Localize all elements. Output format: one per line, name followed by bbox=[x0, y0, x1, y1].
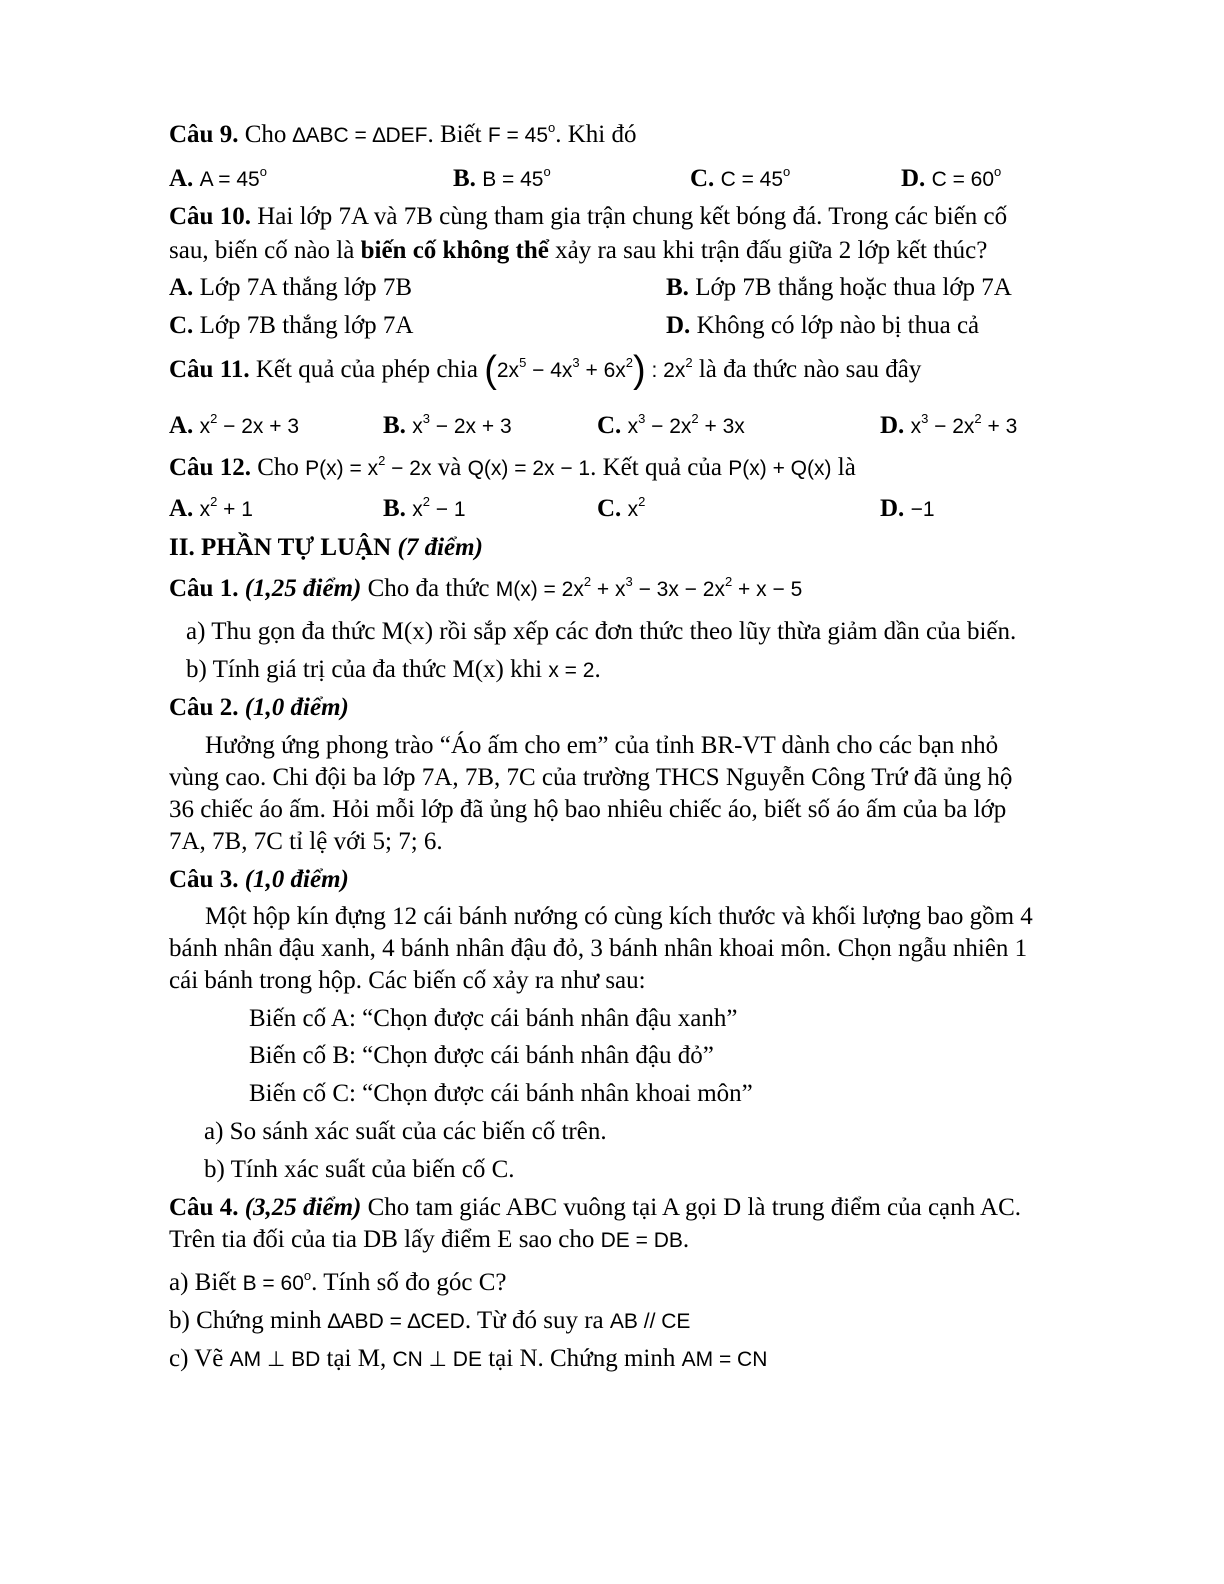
c4-stem-line1: Câu 4. (3,25 điểm) Cho tam giác ABC vuông tại A gọi D là trung điểm của cạnh AC. bbox=[169, 1194, 1022, 1221]
q11-option-a: A. $x^2 - 2x + 3$ bbox=[169, 411, 300, 439]
c4-stem-line2: Trên tia đối của tia DB lấy điểm E sao cho DE = DB. bbox=[169, 1226, 690, 1253]
q12-option-d: D. −1 bbox=[880, 495, 935, 522]
q10-stem-line2: sau, biến cố nào là biến cố không thể xảy ra sau khi trận đấu giữa 2 lớp kết thúc? bbox=[169, 237, 988, 264]
q11-option-d: D. $x^3 - 2x^2 + 3$ bbox=[880, 411, 1018, 439]
c3-text-line: Một hộp kín đựng 12 cái bánh nướng có cùng kích thước và khối lượng bao gồm 4 bbox=[205, 903, 1033, 930]
q9-stem: Câu 9. Cho ∆ABC = ∆DEF. Biết $F = 45^o$. Khi đó bbox=[169, 120, 637, 148]
c2-text-line: vùng cao. Chi đội ba lớp 7A, 7B, 7C của trường THCS Nguyễn Công Trứ đã ủng hộ bbox=[169, 764, 1013, 791]
section-heading: II. PHẦN TỰ LUẬN (7 điểm) bbox=[169, 534, 483, 561]
q9-option-d: D. $C = 60^o$ bbox=[901, 164, 1002, 192]
c3-heading: Câu 3. (1,0 điểm) bbox=[169, 866, 349, 893]
q11-stem: Câu 11. Kết quả của phép chia $(2x^5 - 4x^3 + 6x^2)$ : $2x^2$ là đa thức nào sau đây bbox=[169, 349, 922, 391]
c2-text-line: Hưởng ứng phong trào “Áo ấm cho em” của tỉnh BR-VT dành cho các bạn nhỏ bbox=[205, 732, 999, 759]
c4-part-c: c) Vẽ AM ⊥ BD tại M, CN ⊥ DE tại N. Chứng minh AM = CN bbox=[169, 1345, 768, 1372]
c3-text-line: bánh nhân đậu xanh, 4 bánh nhân đậu đỏ, 3 bánh nhân khoai môn. Chọn ngẫu nhiên 1 bbox=[169, 935, 1028, 962]
q11-option-c: C. $x^3 - 2x^2 + 3x$ bbox=[597, 411, 745, 439]
q11-math-division: $(2x^5 - 4x^3 + 6x^2)$ : $2x^2$ bbox=[484, 349, 693, 391]
q10-stem-line1: Câu 10. Hai lớp 7A và 7B cùng tham gia trận chung kết bóng đá. Trong các biến cố bbox=[169, 203, 1008, 230]
c3-text-line: cái bánh trong hộp. Các biến cố xảy ra như sau: bbox=[169, 967, 646, 994]
q9-label: Câu 9. bbox=[169, 121, 239, 148]
q10-option-c: C. Lớp 7B thắng lớp 7A bbox=[169, 312, 414, 339]
c2-text-line: 36 chiếc áo ấm. Hỏi mỗi lớp đã ủng hộ bao nhiêu chiếc áo, biết số áo ấm của ba lớp bbox=[169, 796, 1007, 823]
q12-option-b: B. $x^2 - 1$ bbox=[383, 494, 466, 522]
q12-stem: Câu 12. Cho $P(x) = x^2 - 2x$ và Q(x) = 2x − 1. Kết quả của P(x) + Q(x) là bbox=[169, 453, 856, 481]
c3-part-a: a) So sánh xác suất của các biến cố trên. bbox=[204, 1118, 607, 1145]
c3-event-b: Biến cố B: “Chọn được cái bánh nhân đậu đỏ” bbox=[249, 1042, 714, 1069]
q9-math-triangles: ∆ABC = ∆DEF bbox=[292, 124, 428, 147]
c1-part-b: b) Tính giá trị của đa thức M(x) khi x = 2. bbox=[186, 656, 601, 683]
c1-part-a: a) Thu gọn đa thức M(x) rồi sắp xếp các đơn thức theo lũy thừa giảm dần của biến. bbox=[186, 618, 1017, 645]
q11-option-b: B. $x^3 - 2x + 3$ bbox=[383, 411, 512, 439]
c3-event-c: Biến cố C: “Chọn được cái bánh nhân khoai môn” bbox=[249, 1080, 753, 1107]
q9-option-a: A. $A = 45^o$ bbox=[169, 164, 267, 192]
q12-option-a: A. $x^2 + 1$ bbox=[169, 494, 253, 522]
q10-option-b: B. Lớp 7B thắng hoặc thua lớp 7A bbox=[666, 274, 1012, 301]
c4-part-b: b) Chứng minh ∆ABD = ∆CED. Từ đó suy ra AB // CE bbox=[169, 1307, 691, 1334]
q10-option-a: A. Lớp 7A thắng lớp 7B bbox=[169, 274, 413, 301]
q12-option-c: C. $x^2$ bbox=[597, 494, 646, 522]
q9-math-angle: $F = 45^o$ bbox=[487, 120, 556, 147]
q9-option-c: C. $C = 45^o$ bbox=[690, 164, 791, 192]
c2-heading: Câu 2. (1,0 điểm) bbox=[169, 694, 349, 721]
q9-option-b: B. $B = 45^o$ bbox=[453, 164, 551, 192]
c3-part-b: b) Tính xác suất của biến cố C. bbox=[204, 1156, 515, 1183]
c3-event-a: Biến cố A: “Chọn được cái bánh nhân đậu xanh” bbox=[249, 1005, 738, 1032]
c1-stem: Câu 1. (1,25 điểm) Cho đa thức $M(x) = 2x^2 + x^3 - 3x - 2x^2 + x - 5$ bbox=[169, 574, 803, 602]
q10-option-d: D. Không có lớp nào bị thua cả bbox=[666, 312, 980, 339]
c4-part-a: a) Biết $B = 60^o$. Tính số đo góc C? bbox=[169, 1268, 507, 1296]
c2-text-line: 7A, 7B, 7C tỉ lệ với 5; 7; 6. bbox=[169, 828, 443, 855]
c1-polynomial: $M(x) = 2x^2 + x^3 - 3x - 2x^2 + x - 5$ bbox=[495, 574, 803, 601]
